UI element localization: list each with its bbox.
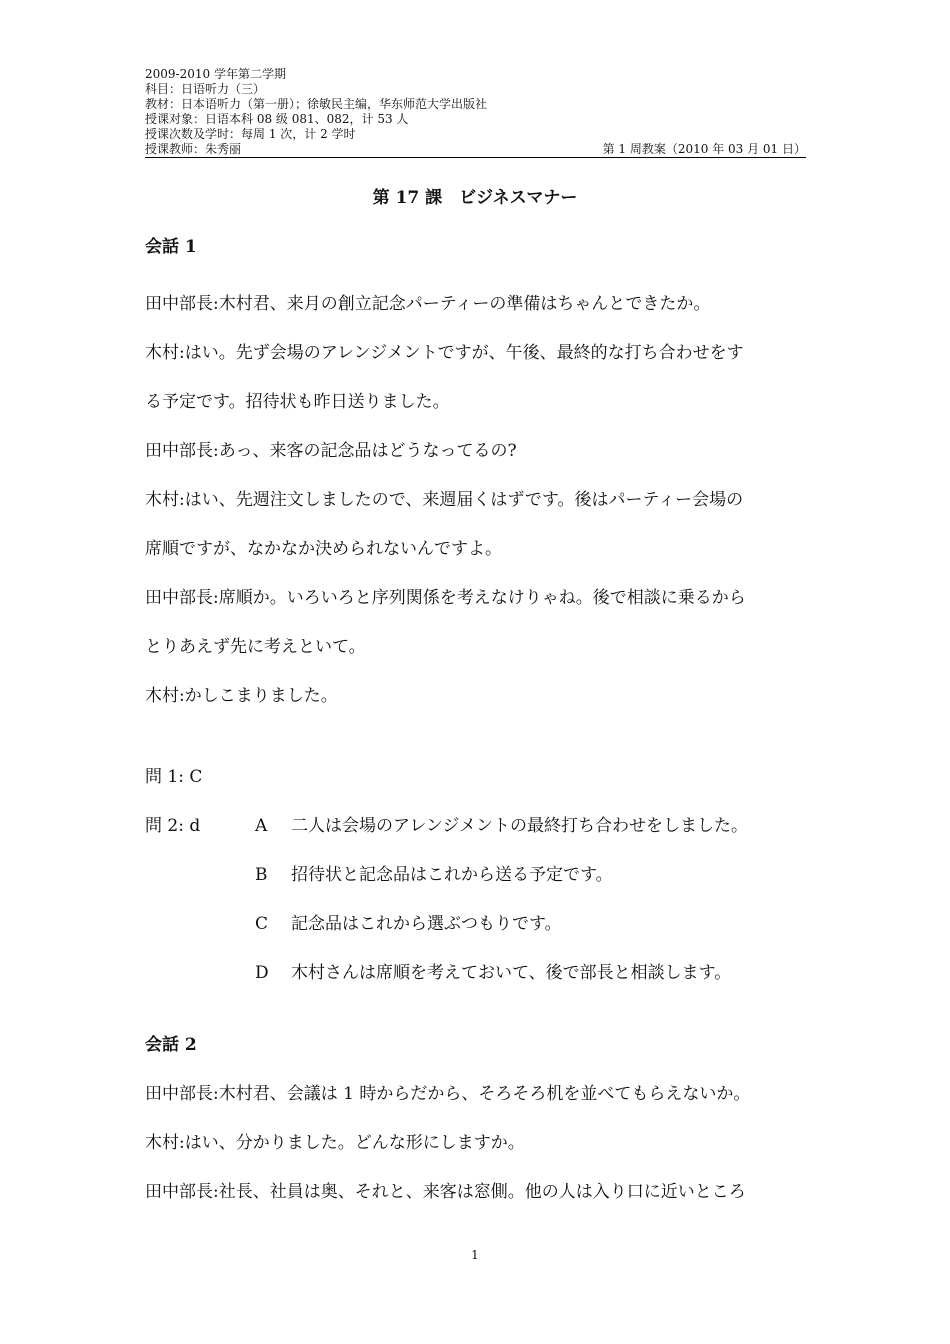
dialogue-line: 木村:かしこまりました。: [145, 686, 338, 706]
option-letter: D: [255, 963, 269, 983]
header-subject: 科目：日语听力（三）: [145, 82, 266, 96]
option-letter: B: [255, 865, 268, 885]
dialogue-line: 木村:はい。先ず会場のアレンジメントですが、午後、最終的な打ち合わせをす: [145, 343, 744, 363]
lesson-title: 第 17 課 ビジネスマナー: [372, 188, 578, 208]
dialogue-line: 木村:はい、分かりました。どんな形にしますか。: [145, 1133, 525, 1153]
option-text: 木村さんは席順を考えておいて、後で部長と相談します。: [291, 963, 732, 983]
header-schedule: 授课次数及学时：每周 1 次，计 2 学时: [145, 127, 356, 141]
document-header: [145, 67, 806, 157]
dialogue-line: 田中部長:あっ、来客の記念品はどうなってるの?: [145, 441, 517, 461]
dialogue-line: 田中部長:木村君、来月の創立記念パーティーの準備はちゃんとできたか。: [145, 294, 711, 314]
header-textbook: 教材：日本语听力（第一册）；徐敏民主编，华东师范大学出版社: [145, 97, 488, 111]
dialogue-line: 田中部長:席順か。いろいろと序列関係を考えなけりゃね。後で相談に乗るから: [145, 588, 746, 608]
header-audience: 授课对象：日语本科 08 级 081、082，计 53 人: [145, 112, 409, 126]
option-text: 招待状と記念品はこれから送る予定です。: [291, 865, 613, 885]
option-letter: A: [255, 816, 268, 836]
header-teacher: 授课教师：朱秀丽: [145, 142, 242, 156]
header-week-info: 第 1 周教案（2010 年 03 月 01 日）: [602, 142, 806, 156]
question-2-answer: 問 2: d: [145, 816, 201, 836]
question-2-option: [145, 907, 815, 956]
dialogue-line: 席順ですが、なかなか決められないんですよ。: [145, 539, 502, 559]
dialogue-line: 田中部長:木村君、会議は 1 時からだから、そろそろ机を並べてもらえないか。: [145, 1084, 751, 1104]
conversation-2-heading: 会話 2: [145, 1035, 197, 1055]
question-2: [145, 809, 815, 858]
question-2-option: [145, 956, 815, 1005]
header-divider: [145, 157, 806, 158]
page-number: 1: [471, 1248, 479, 1262]
dialogue-line: 木村:はい、先週注文しましたので、来週届くはずです。後はパーティー会場の: [145, 490, 744, 510]
option-text: 記念品はこれから選ぶつもりです。: [291, 914, 562, 934]
conversation-1-heading: 会話 1: [145, 237, 197, 257]
header-term: 2009-2010 学年第二学期: [145, 67, 286, 81]
header-teacher-row: [145, 142, 806, 157]
option-text: 二人は会場のアレンジメントの最終打ち合わせをしました。: [291, 816, 748, 836]
question-1: [145, 760, 815, 809]
question-2-option: [145, 858, 815, 907]
document-body: [145, 230, 815, 1224]
dialogue-line: とりあえず先に考えといて。: [145, 637, 366, 657]
option-letter: C: [255, 914, 269, 934]
question-1-answer: 問 1: C: [145, 767, 203, 787]
dialogue-line: 田中部長:社長、社員は奥、それと、来客は窓側。他の人は入り口に近いところ: [145, 1182, 746, 1202]
dialogue-line: る予定です。招待状も昨日送りました。: [145, 392, 450, 412]
